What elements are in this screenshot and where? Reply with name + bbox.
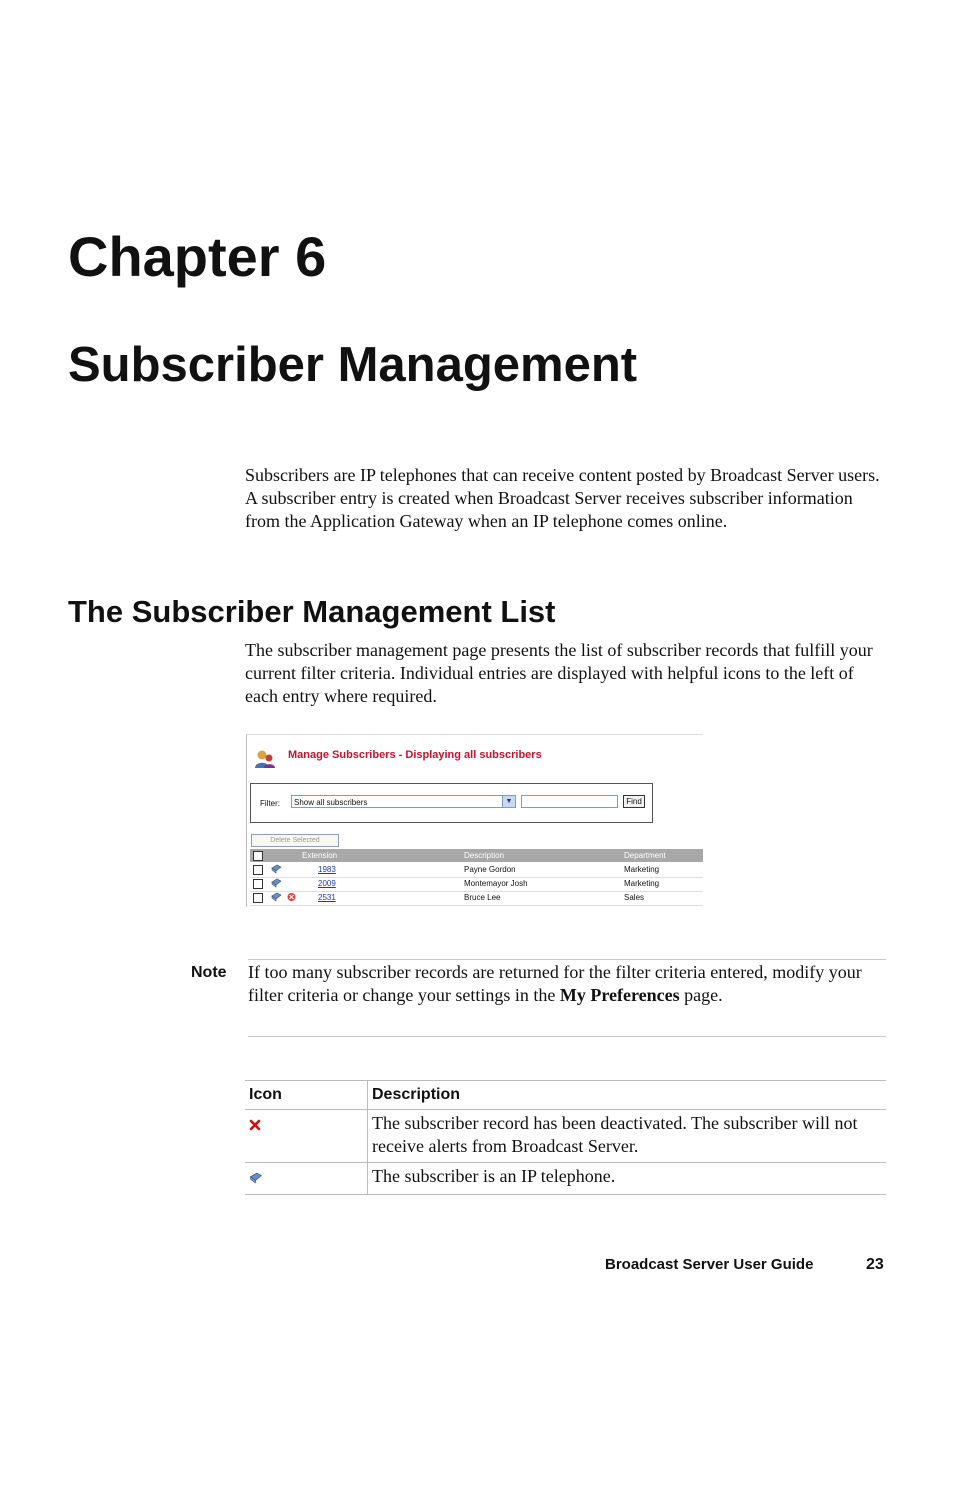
- figure-title: Manage Subscribers - Displaying all subscribers: [288, 749, 542, 761]
- header-description: Description: [368, 1081, 887, 1110]
- select-all-checkbox[interactable]: [253, 851, 263, 861]
- extension-link[interactable]: 2009: [318, 879, 336, 888]
- intro-paragraph: Subscribers are IP telephones that can receive content posted by Broadcast Server users. A subscriber entry is created when Broadcast Server receives subscriber information from the Application Gateway when an IP telephone comes online.: [245, 465, 880, 531]
- row-department: Sales: [624, 893, 645, 902]
- chapter-label: Chapter 6: [68, 225, 327, 288]
- footer-title: Broadcast Server User Guide: [605, 1256, 814, 1273]
- chapter-title: Subscriber Management: [68, 338, 638, 392]
- row-checkbox[interactable]: [253, 893, 263, 903]
- page-number: 23: [866, 1256, 884, 1273]
- row-description: Payne Gordon: [464, 865, 516, 874]
- row-checkbox[interactable]: [253, 879, 263, 889]
- section-heading: The Subscriber Management List: [68, 594, 556, 629]
- column-extension[interactable]: Extension: [302, 851, 338, 860]
- ip-telephone-icon: [271, 892, 282, 902]
- filter-panel: [250, 783, 653, 823]
- icon-legend-table: [245, 1080, 886, 1195]
- delete-selected-button[interactable]: Delete Selected: [251, 834, 339, 847]
- find-button[interactable]: Find: [623, 795, 645, 808]
- note-label: Note: [191, 964, 227, 981]
- table-row: [250, 891, 703, 906]
- deactivated-x-icon: [249, 1119, 261, 1131]
- table-row: [250, 863, 703, 878]
- deactivated-x-icon: [286, 892, 297, 902]
- column-department[interactable]: Department: [624, 851, 666, 860]
- column-description[interactable]: Description: [464, 851, 505, 860]
- chevron-down-icon[interactable]: ▼: [502, 796, 515, 807]
- table-row: [245, 1110, 886, 1163]
- list-header: [250, 849, 703, 862]
- ip-telephone-icon: [271, 864, 282, 874]
- filter-input[interactable]: [521, 795, 618, 808]
- header-icon: Icon: [245, 1081, 368, 1110]
- filter-label: Filter:: [260, 799, 280, 808]
- note-text: If too many subscriber records are returned for the filter criteria entered, modify your filter criteria or change your settings in the My Preferences page.: [248, 962, 862, 1005]
- row-description: Montemayor Josh: [464, 879, 528, 888]
- row-description: The subscriber is an IP telephone.: [368, 1163, 887, 1195]
- my-preferences-ref: My Preferences: [559, 985, 680, 1005]
- section-paragraph: The subscriber management page presents the list of subscriber records that fulfill your current filter criteria. Individual entries are displayed with helpful icons to the left of each entry where required.: [245, 640, 873, 706]
- table-header-row: [245, 1081, 886, 1110]
- note-top-rule: [248, 959, 886, 960]
- table-row: [250, 877, 703, 892]
- row-description: The subscriber record has been deactivated. The subscriber will not receive alerts from Broadcast Server.: [368, 1110, 887, 1163]
- manage-subscribers-screenshot: [246, 734, 703, 907]
- filter-select-value: Show all subscribers: [294, 798, 368, 807]
- table-row: [245, 1163, 886, 1195]
- ip-telephone-icon: [271, 878, 282, 888]
- subscribers-icon: [253, 749, 277, 769]
- row-department: Marketing: [624, 865, 660, 874]
- row-department: Marketing: [624, 879, 660, 888]
- extension-link[interactable]: 1983: [318, 865, 336, 874]
- note-bottom-rule: [248, 1036, 886, 1037]
- icon-cell: [245, 1163, 368, 1195]
- row-description: Bruce Lee: [464, 893, 501, 902]
- filter-select[interactable]: [291, 795, 516, 808]
- extension-link[interactable]: 2531: [318, 893, 336, 902]
- ip-telephone-icon: [249, 1172, 263, 1184]
- icon-cell: [245, 1110, 368, 1163]
- row-checkbox[interactable]: [253, 865, 263, 875]
